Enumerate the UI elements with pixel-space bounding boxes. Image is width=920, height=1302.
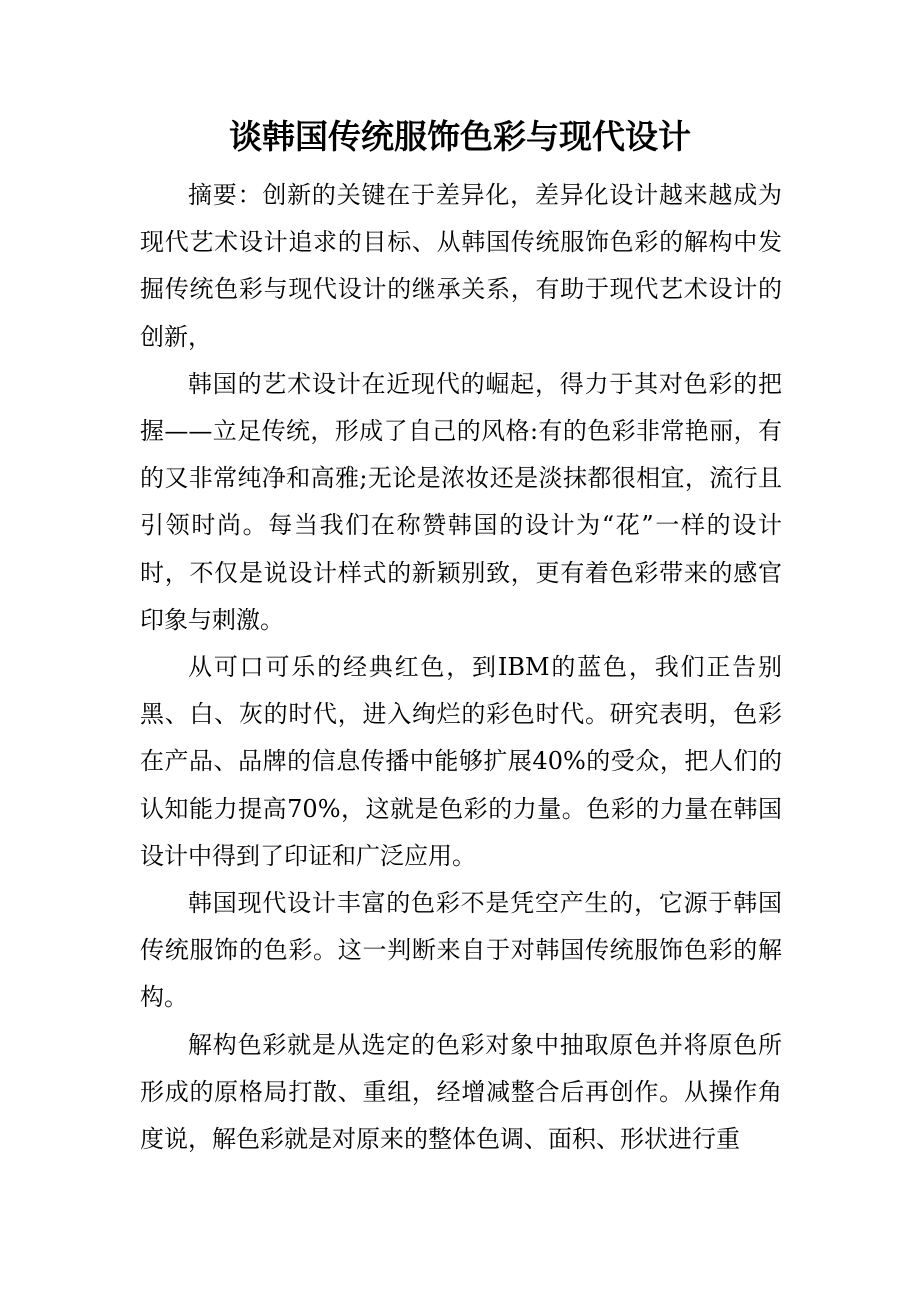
document-title: 谈韩国传统服饰色彩与现代设计 [229,117,691,156]
paragraph-korean-design-rise: 韩国的艺术设计在近现代的崛起，得力于其对色彩的把握——立足传统，形成了自己的风格:有的色彩非常艳丽，有的又非常纯净和高雅;无论是浓妆还是淡抹都很相宜，流行且引领时尚。每当我们在称赞韩国的设计为“花”一样的设计时，不仅是说设计样式的新颖别致，更有着色彩带来的感官印象与刺激。 [140,369,782,634]
paragraph-color-deconstruction: 解构色彩就是从选定的色彩对象中抽取原色并将原色所形成的原格局打散、重组，经增减整合后再创作。从操作角度说，解色彩就是对原来的整体色调、面积、形状进行重 [140,1030,782,1154]
paragraph-color-power: 从可口可乐的经典红色，到IBM的蓝色，我们正告别黑、白、灰的时代，进入绚烂的彩色时代。研究表明，色彩在产品、品牌的信息传播中能够扩展40%的受众，把人们的认知能力提高70%，这就是色彩的力量。色彩的力量在韩国设计中得到了印证和广泛应用。 [140,653,782,870]
document-body [140,172,782,1163]
paragraph-abstract: 摘要：创新的关键在于差异化，差异化设计越来越成为现代艺术设计追求的目标、从韩国传统服饰色彩的解构中发掘传统色彩与现代设计的继承关系，有助于现代艺术设计的创新， [140,181,782,351]
paragraph-color-origin: 韩国现代设计丰富的色彩不是凭空产生的，它源于韩国传统服饰的色彩。这一判断来自于对韩国传统服饰色彩的解构。 [140,889,782,1012]
